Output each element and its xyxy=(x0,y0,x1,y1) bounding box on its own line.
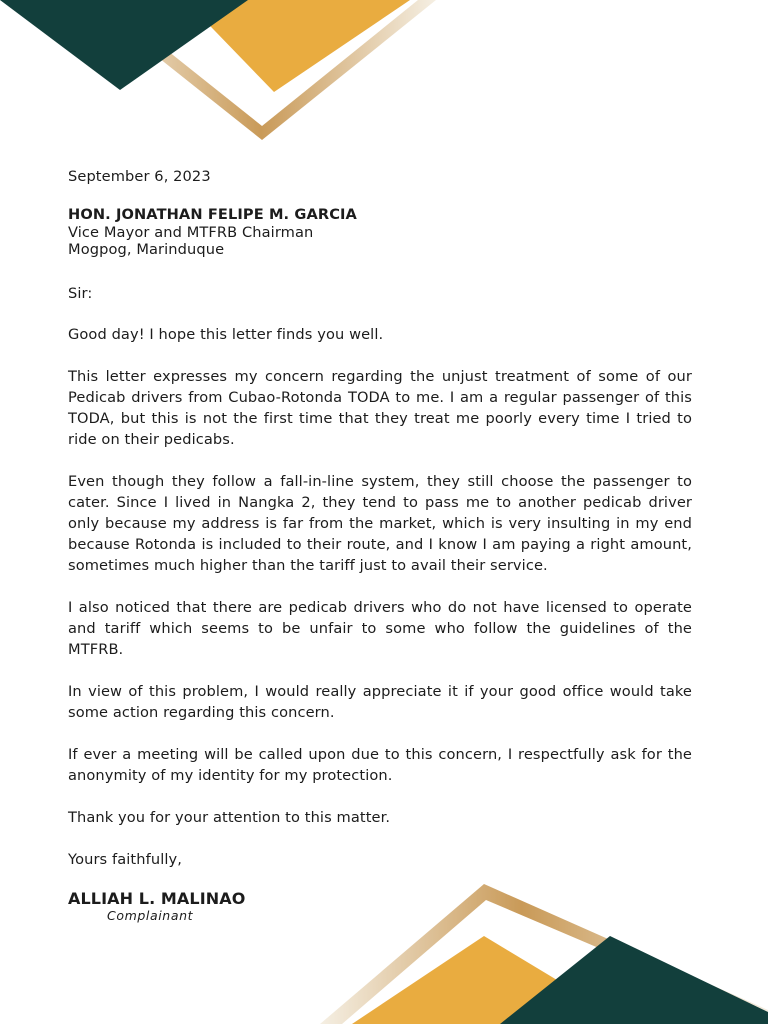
letter-date: September 6, 2023 xyxy=(68,168,211,185)
letter-body xyxy=(68,166,692,923)
recipient-address: Mogpog, Marinduque xyxy=(68,241,225,258)
closing: Yours faithfully, xyxy=(68,851,182,868)
signature-block xyxy=(68,890,692,923)
paragraph-request-action: In view of this problem, I would really appreciate it if your good office would take some action regarding this concern. xyxy=(68,683,692,721)
recipient-title: Vice Mayor and MTFRB Chairman xyxy=(68,224,314,241)
recipient-block xyxy=(68,206,692,258)
paragraph-licenses: I also noticed that there are pedicab drivers who do not have licensed to operate and tariff which seems to be unfair to some who follow the guidelines of the MTFRB. xyxy=(68,599,692,658)
paragraph-thanks: Thank you for your attention to this matter. xyxy=(68,809,391,826)
paragraph-concern: This letter expresses my concern regarding the unjust treatment of some of our Pedicab drivers from Cubao-Rotonda TODA to me. I am a regular passenger of this TODA, but this is not the first time that they treat me poorly every time I tried to ride on their pedicabs. xyxy=(68,368,692,448)
paragraph-anonymity: If ever a meeting will be called upon due to this concern, I respectfully ask for the anonymity of my identity for my protection. xyxy=(68,746,692,784)
salutation: Sir: xyxy=(68,285,93,302)
paragraph-fall-in-line: Even though they follow a fall-in-line system, they still choose the passenger to cater. Since I lived in Nangka 2, they tend to pass me to another pedicab driver only because my address is far from the market, which is very insulting in my end because Rotonda is included to their route, and I know I am paying a right amount, sometimes much higher than the tariff just to avail their service. xyxy=(68,473,692,574)
paragraph-greeting: Good day! I hope this letter finds you well. xyxy=(68,326,384,343)
recipient-name: HON. JONATHAN FELIPE M. GARCIA xyxy=(68,206,357,223)
signatory-title: Complainant xyxy=(107,908,194,923)
signatory-name: ALLIAH L. MALINAO xyxy=(68,889,246,908)
